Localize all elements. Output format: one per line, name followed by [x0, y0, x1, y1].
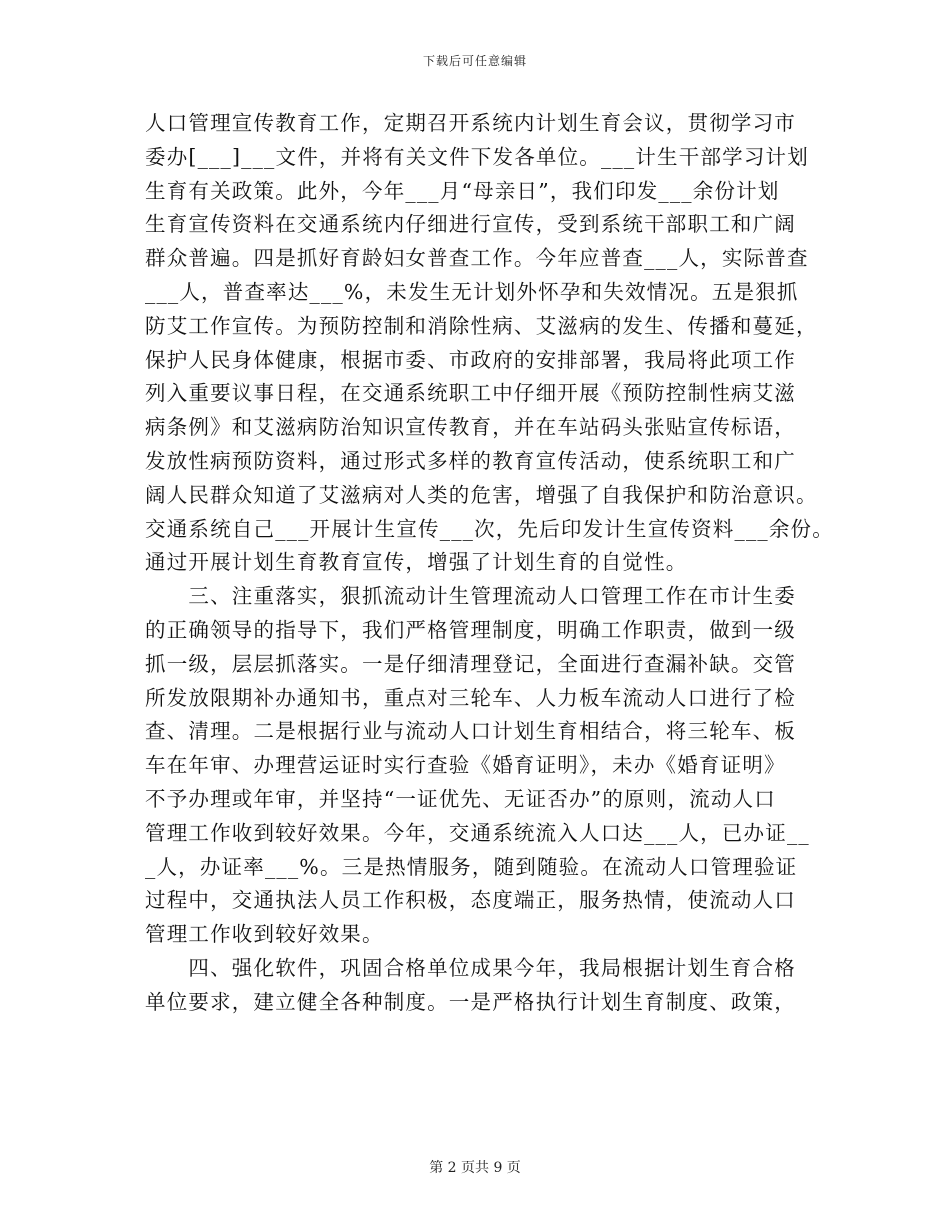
body-line: 防艾工作宣传。为预防控制和消除性病、艾滋病的发生、传播和蔓延，	[145, 313, 818, 338]
section-four-start: 四、强化软件，巩固合格单位成果今年，我局根据计划生育合格	[145, 955, 796, 980]
body-line: 发放性病预防资料，通过形式多样的教育宣传活动，使系统职工和广	[145, 448, 796, 473]
body-line: 抓一级，层层抓落实。一是仔细清理登记，全面进行查漏补缺。交管	[145, 651, 796, 676]
body-line: _人，办证率___%。三是热情服务，随到随验。在流动人口管理验证	[145, 854, 798, 879]
body-line: 管理工作收到较好效果。	[145, 922, 384, 947]
page-header: 下载后可任意编辑	[422, 54, 527, 68]
body-line: 交通系统自己___开展计生宣传___次，先后印发计生宣传资料___余份。	[145, 516, 834, 541]
body-line: 保护人民身体健康，根据市委、市政府的安排部署，我局将此项工作	[145, 347, 796, 372]
body-line: 不予办理或年审，并坚持“一证优先、无证否办”的原则，流动人口	[145, 786, 776, 811]
body-line: 的正确领导的指导下，我们严格管理制度，明确工作职责，做到一级	[145, 617, 796, 642]
document-body	[145, 107, 834, 1020]
body-line: 单位要求，建立健全各种制度。一是严格执行计划生育制度、政策，	[145, 989, 796, 1014]
page-number: 第 2 页共 9 页	[429, 1160, 521, 1176]
section-three-start: 三、注重落实，狠抓流动计生管理流动人口管理工作在市计生委	[145, 584, 796, 609]
body-line: 过程中，交通执法人员工作积极，态度端正，服务热情，使流动人口	[145, 888, 796, 913]
body-line: 通过开展计划生育教育宣传，增强了计划生育的自觉性。	[145, 550, 688, 575]
body-line: 阔人民群众知道了艾滋病对人类的危害，增强了自我保护和防治意识。	[145, 482, 818, 507]
body-line: 管理工作收到较好效果。今年，交通系统流入人口达___人，已办证__	[145, 820, 810, 845]
body-line: 查、清理。二是根据行业与流动人口计划生育相结合，将三轮车、板	[145, 719, 796, 744]
body-line: 群众普遍。四是抓好育龄妇女普查工作。今年应普查___人，实际普查	[145, 246, 809, 271]
body-line: 车在年审、办理营运证时实行查验《婚育证明》，未办《婚育证明》	[145, 753, 786, 778]
body-line: 列入重要议事日程，在交通系统职工中仔细开展《预防控制性病艾滋	[145, 381, 796, 406]
body-line: 生育宣传资料在交通系统内仔细进行宣传，受到系统干部职工和广阔	[145, 212, 796, 237]
body-line: 人口管理宣传教育工作，定期召开系统内计划生育会议，贯彻学习市	[145, 111, 796, 135]
body-line: 委办[___]___文件，并将有关文件下发各单位。___计生干部学习计划	[145, 144, 809, 169]
body-line: 病条例》和艾滋病防治知识宣传教育，并在车站码头张贴宣传标语，	[145, 415, 796, 440]
body-line: 生育有关政策。此外，今年___月“母亲日”，我们印发___余份计划	[145, 178, 780, 203]
body-line: ___人，普查率达___%，未发生无计划外怀孕和失效情况。五是狠抓	[145, 279, 799, 304]
body-line: 所发放限期补办通知书，重点对三轮车、人力板车流动人口进行了检	[145, 685, 796, 710]
